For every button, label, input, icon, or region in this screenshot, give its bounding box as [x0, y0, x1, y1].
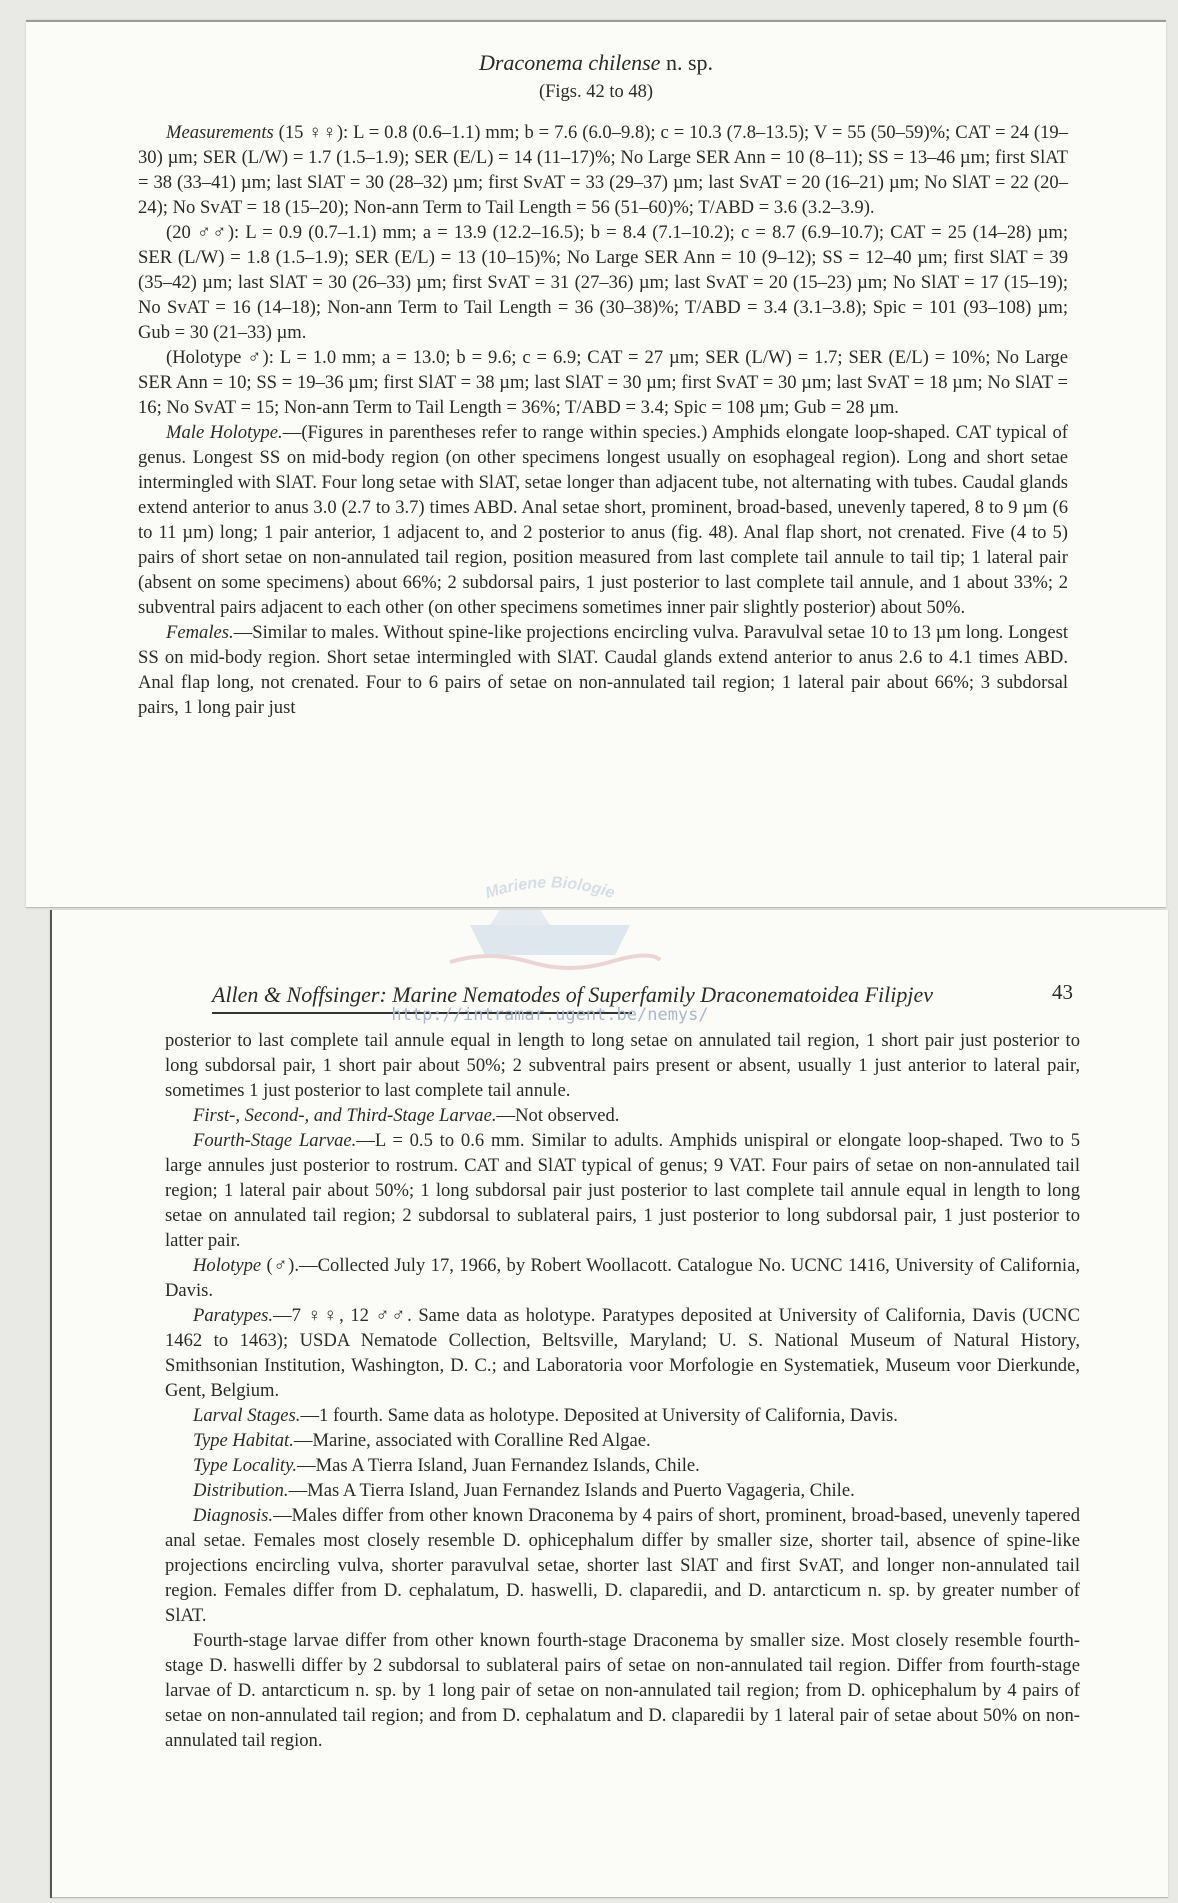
- paragraph-text: —Marine, associated with Coralline Red Algae.: [293, 1430, 651, 1451]
- paragraph-text: —L = 0.5 to 0.6 mm. Similar to adults. Amphids unispiral or elongate loop-shaped. Two to 5 large annules just posterior to rostrum. CAT and SlAT typical of genus; 9 VAT. Four pairs of setae on non-annulated tail region; 1 lateral pair about 50%; 1 long subdorsal pair just posterior to last complete tail annule equal in length to long setae on annulated tail region; 2 subdorsal to sublateral pairs, 1 just posterior to long subdorsal pair, 1 just posterior to latter pair.: [165, 1130, 1080, 1251]
- paragraph-text: —(Figures in parentheses refer to range within species.) Amphids elongate loop-shaped. CAT typical of genus. Longest SS on mid-body region (on other specimens longest usually on esophageal region). Long and short setae intermingled with SlAT. Four long setae with SlAT, setae longer than adjacent tube, not alternating with tubes. Caudal glands extend anterior to anus 3.0 (2.7 to 3.7) times ABD. Anal setae short, prominent, broad-based, unevenly tapered, 8 to 9 µm (6 to 11 µm) long; 1 pair anterior, 1 adjacent to, and 2 posterior to anus (fig. 48). Anal flap short, not crenated. Five (4 to 5) pairs of short setae on non-annulated tail region, position measured from last complete tail annule to tail tip; 1 lateral pair (absent on some specimens) about 66%; 2 subdorsal pairs, 1 just posterior to last complete tail annule, and 1 about 33%; 2 subventral pairs adjacent to each other (on other specimens sometimes inner pair slightly posterior) about 50%.: [138, 422, 1068, 618]
- larval-stages-info: [165, 1403, 1080, 1428]
- male-holotype-description: [138, 420, 1068, 620]
- bottom-body-text: [165, 1028, 1080, 1753]
- paragraph-label: Paratypes.: [193, 1305, 274, 1326]
- type-locality: [165, 1453, 1080, 1478]
- paragraph-text: (20 ♂♂): L = 0.9 (0.7–1.1) mm; a = 13.9 (12.2–16.5); b = 8.4 (7.1–10.2); c = 8.7 (6.9–10.7); CAT = 25 (14–28) µm; SER (L/W) = 1.8 (1.5–1.9); SER (E/L) = 13 (10–15)%; No Large SER Ann = 10 (9–12); SS = 12–40 µm; first SlAT = 39 (35–42) µm; last SlAT = 30 (26–33) µm; first SvAT = 31 (27–36) µm; last SvAT = 20 (15–23) µm; No SlAT = 17 (15–19); No SvAT = 16 (14–18); Non-ann Term to Tail Length = 36 (30–38)%; T/ABD = 3.4 (3.1–3.8); Spic = 101 (93–108) µm; Gub = 30 (21–33) µm.: [138, 222, 1068, 343]
- measurements-holotype: [138, 345, 1068, 420]
- paragraph-text: (♂).—Collected July 17, 1966, by Robert Woollacott. Catalogue No. UCNC 1416, University of California, Davis.: [165, 1255, 1080, 1301]
- paragraph-label: Type Locality.: [193, 1455, 297, 1476]
- paragraph-text: (15 ♀♀): L = 0.8 (0.6–1.1) mm; b = 7.6 (6.0–9.8); c = 10.3 (7.8–13.5); V = 55 (50–59)%; CAT = 24 (19–30) µm; SER (L/W) = 1.7 (1.5–1.9); SER (E/L) = 14 (11–17)%; No Large SER Ann = 10 (8–11); SS = 13–46 µm; first SlAT = 38 (33–41) µm; last SlAT = 30 (28–32) µm; first SvAT = 33 (29–37) µm; last SvAT = 20 (16–21) µm; No SlAT = 22 (20–24); No SvAT = 18 (15–20); Non-ann Term to Tail Length = 56 (51–60)%; T/ABD = 3.6 (3.2–3.9).: [138, 122, 1068, 218]
- species-name: Draconema chilense: [478, 50, 661, 75]
- paragraph-text: Fourth-stage larvae differ from other known fourth-stage Draconema by smaller size. Most closely resemble fourth-stage D. haswelli differ by 2 subdorsal to sublateral pairs of setae on non-annulated tail region. Differ from fourth-stage larvae of D. antarcticum n. sp. by 1 long pair of setae on non-annulated tail region; from D. ophicephalum by 4 pairs of setae on non-annulated tail region; and from D. cephalatum and D. claparedii by 1 lateral pair of setae about 50% on non-annulated tail region.: [165, 1630, 1080, 1751]
- paragraph-label: Females.: [166, 622, 234, 643]
- figure-reference: (Figs. 42 to 48): [538, 82, 654, 102]
- holotype-info: [165, 1253, 1080, 1303]
- paragraph-text: —Not observed.: [496, 1105, 620, 1126]
- paragraph-text: —Mas A Tierra Island, Juan Fernandez Islands, Chile.: [296, 1455, 700, 1476]
- watermark-url: http://intramar.ugent.be/nemys/: [391, 1005, 709, 1025]
- measurements-males: [138, 220, 1068, 345]
- paragraph-text: (Holotype ♂): L = 1.0 mm; a = 13.0; b = 9.6; c = 6.9; CAT = 27 µm; SER (L/W) = 1.7; SER (E/L) = 10%; No Large SER Ann = 10; SS = 19–36 µm; first SlAT = 38 µm; last SlAT = 30 µm; first SvAT = 30 µm; last SvAT = 18 µm; No SlAT = 16; No SvAT = 15; Non-ann Term to Tail Length = 36%; T/ABD = 3.4; Spic = 108 µm; Gub = 28 µm.: [138, 347, 1068, 418]
- paragraph-text: —Males differ from other known Draconema by 4 pairs of short, prominent, broad-based, unevenly tapered anal setae. Females most closely resemble D. ophicephalum differ by smaller size, shorter tail, absence of spine-like projections encircling vulva, shorter paravulval setae, shorter last SlAT and first SvAT, and longer non-annulated tail region. Females differ from D. cephalatum, D. haswelli, D. claparedii, and D. antarcticum n. sp. by greater number of SlAT.: [165, 1505, 1080, 1626]
- females-description: [138, 620, 1068, 720]
- paragraph-label: Diagnosis.: [193, 1505, 274, 1526]
- diagnosis-larvae: [165, 1628, 1080, 1753]
- paragraph-text: posterior to last complete tail annule equal in length to long setae on annulated tail region, 1 short pair just posterior to long subdorsal pair, 1 short pair about 50%; 2 subventral pairs present or absent, usually 1 just anterior to lateral pair, sometimes 1 just posterior to last complete tail annule.: [165, 1030, 1080, 1101]
- page-edge-line: [26, 20, 1166, 22]
- early-larvae: [165, 1103, 1080, 1128]
- distribution: [165, 1478, 1080, 1503]
- fourth-stage-larvae: [165, 1128, 1080, 1253]
- ship-cabin-shape: [490, 910, 550, 925]
- paragraph-label: Male Holotype.: [166, 422, 283, 443]
- species-title: [26, 50, 1166, 76]
- paragraph-label: Larval Stages.: [193, 1405, 301, 1426]
- wave-shape: [450, 955, 660, 968]
- paragraph-text: —Mas A Tierra Island, Juan Fernandez Islands and Puerto Vagageria, Chile.: [288, 1480, 855, 1501]
- paratypes-info: [165, 1303, 1080, 1403]
- top-body-text: [138, 120, 1068, 720]
- measurements-females: [138, 120, 1068, 220]
- paragraph-label: Fourth-Stage Larvae.: [193, 1130, 357, 1151]
- bottom-page: [50, 910, 1168, 1898]
- paragraph-text: —Similar to males. Without spine-like projections encircling vulva. Paravulval setae 10 to 13 µm long. Longest SS on mid-body region. Short setae intermingled with SlAT. Caudal glands extend anterior to anus 2.6 to 4.1 times ABD. Anal flap long, not crenated. Four to 6 pairs of setae on non-annulated tail region; 1 lateral pair about 66%; 3 subdorsal pairs, 1 long pair just: [138, 622, 1068, 718]
- logo-text: Mariene Biologie: [483, 874, 617, 903]
- species-suffix: n. sp.: [660, 50, 713, 75]
- paragraph-text: —7 ♀♀, 12 ♂♂. Same data as holotype. Paratypes deposited at University of California, Davis (UCNC 1462 to 1463); USDA Nematode Collection, Beltsville, Maryland; U. S. National Museum of Natural History, Smithsonian Institution, Washington, D. C.; and Laboratoria voor Morfologie en Systematiek, Museum voor Dierkunde, Gent, Belgium.: [165, 1305, 1080, 1401]
- paragraph-label: Type Habitat.: [193, 1430, 294, 1451]
- page-edge-line: [52, 1897, 1168, 1898]
- paragraph-label: Distribution.: [193, 1480, 289, 1501]
- paragraph-label: Holotype: [193, 1255, 262, 1276]
- running-header: Allen & Noffsinger: Marine Nematodes of Superfamily Draconematoidea Filipjev: [212, 982, 933, 1007]
- page-number: 43: [1052, 980, 1073, 1004]
- marine-biology-logo: [430, 870, 670, 980]
- paragraph-text: —1 fourth. Same data as holotype. Deposited at University of California, Davis.: [300, 1405, 898, 1426]
- diagnosis: [165, 1503, 1080, 1628]
- paragraph-label: First-, Second-, and Third-Stage Larvae.: [193, 1105, 497, 1126]
- ship-hull-shape: [470, 925, 630, 955]
- females-continued: [165, 1028, 1080, 1103]
- paragraph-label: Measurements: [166, 122, 274, 143]
- type-habitat: [165, 1428, 1080, 1453]
- top-page: [26, 20, 1166, 908]
